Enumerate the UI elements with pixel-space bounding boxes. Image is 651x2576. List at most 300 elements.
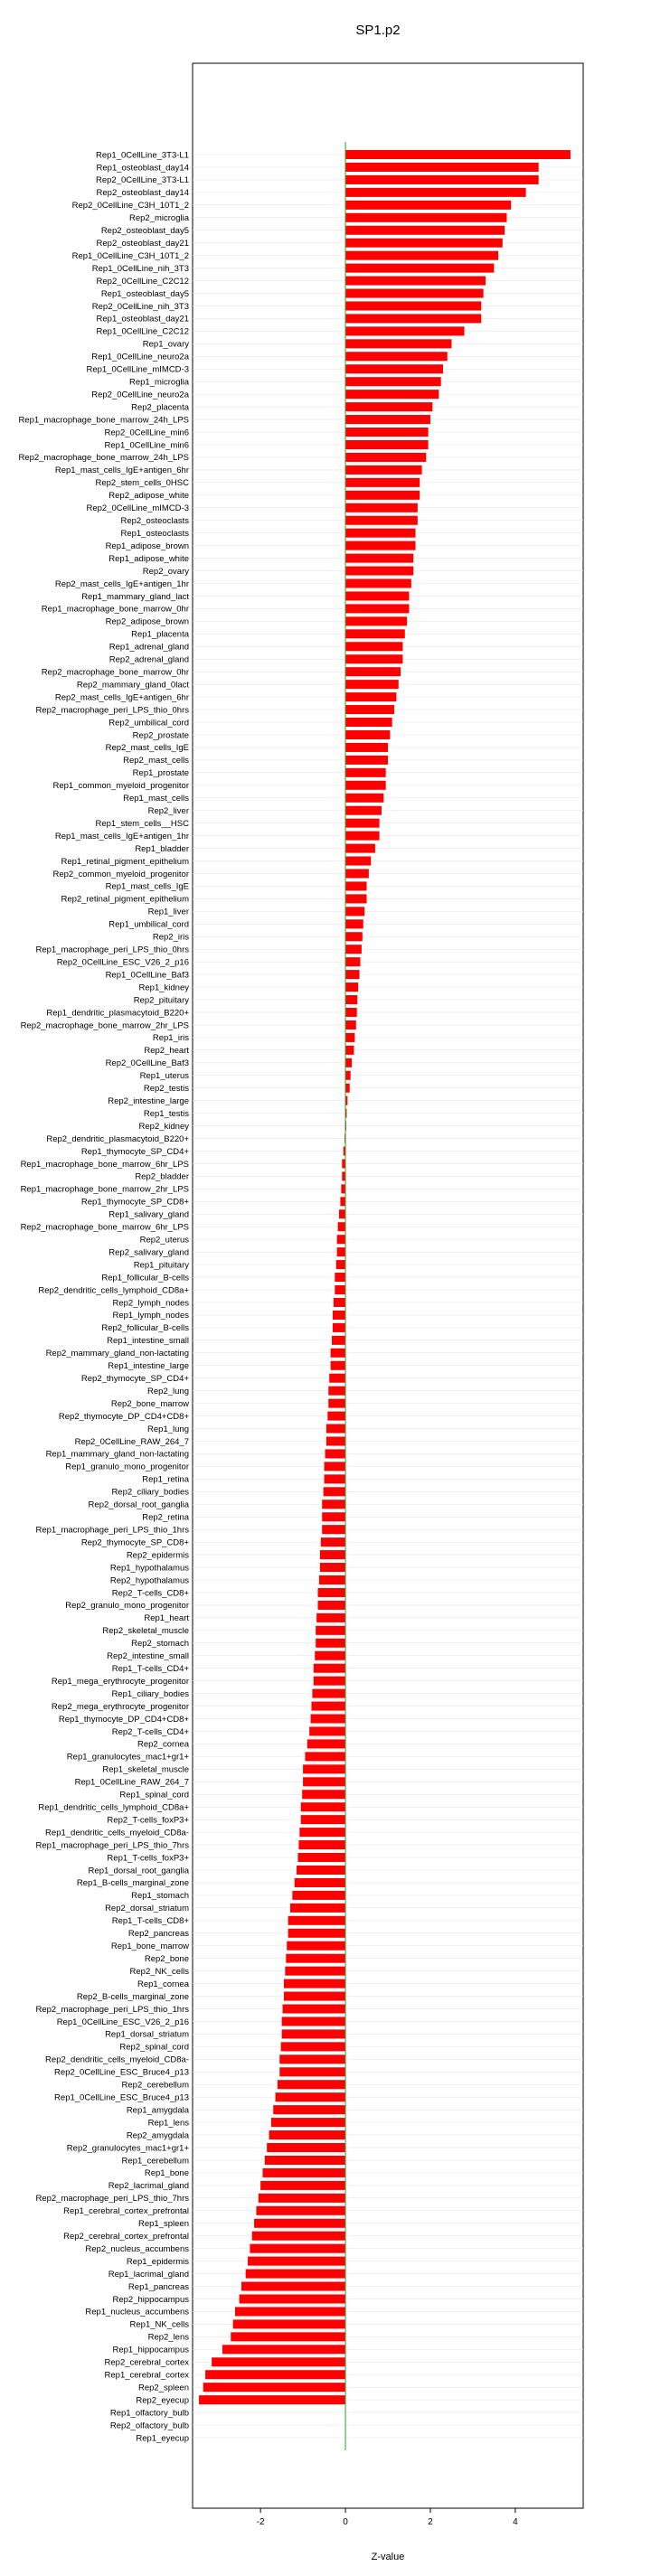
bar xyxy=(345,832,380,841)
bar xyxy=(334,1298,345,1307)
category-label: Rep2_retinal_pigment_epithelium xyxy=(61,894,189,905)
bar xyxy=(345,616,407,625)
category-label: Rep2_thymocyte_DP_CD4+CD8+ xyxy=(58,1411,189,1422)
bar xyxy=(281,2042,345,2051)
category-label: Rep2_osteoblast_day5 xyxy=(100,226,189,237)
bar xyxy=(260,2181,345,2190)
category-label: Rep1_retina xyxy=(142,1474,189,1485)
bar xyxy=(331,1361,345,1370)
category-label: Rep2_heart xyxy=(144,1046,189,1057)
bar xyxy=(279,2067,345,2076)
category-label: Rep1_mast_cells_IgE+antigen_6hr xyxy=(54,465,189,476)
bar xyxy=(318,1601,346,1610)
bar xyxy=(345,567,413,576)
bar xyxy=(331,1349,345,1358)
category-label: Rep2_B-cells_marginal_zone xyxy=(76,1991,189,2002)
bar xyxy=(284,1979,345,1988)
category-label: Rep2_macrophage_peri_LPS_thio_1hrs xyxy=(35,2004,189,2015)
category-label: Rep2_adrenal_gland xyxy=(108,654,189,665)
bar xyxy=(337,1247,345,1256)
bar xyxy=(314,1677,345,1686)
bar xyxy=(345,806,382,815)
category-label: Rep1_0CellLine_3T3-L1 xyxy=(96,150,189,161)
bar xyxy=(314,1664,345,1673)
category-label: Rep2_cerebral_cortex_prefrontal xyxy=(63,2232,189,2242)
category-label: Rep1_mammary_gland_non-lactating xyxy=(45,1449,189,1460)
category-label: Rep1_eyecup xyxy=(136,2433,189,2444)
category-label: Rep1_lung xyxy=(147,1424,189,1434)
category-label: Rep2_nucleus_accumbens xyxy=(85,2243,189,2254)
bar xyxy=(345,440,429,449)
bar xyxy=(322,1525,345,1534)
bar xyxy=(252,2232,345,2241)
category-label: Rep2_mast_cells xyxy=(123,756,189,766)
category-label: Rep1_spinal_cord xyxy=(119,1790,189,1800)
bar xyxy=(241,2282,345,2291)
category-label: Rep1_osteoblast_day21 xyxy=(96,314,189,324)
category-label: Rep1_adrenal_gland xyxy=(108,642,189,653)
category-label: Rep1_0CellLine_ESC_V26_2_p16 xyxy=(56,2017,189,2027)
category-label: Rep1_granulo_mono_progenitor xyxy=(65,1462,189,1472)
category-label: Rep1_thymocyte_SP_CD4+ xyxy=(80,1146,189,1157)
bar xyxy=(345,301,481,310)
category-label: Rep1_NK_cells xyxy=(129,2319,189,2330)
bar xyxy=(311,1714,346,1723)
category-label: Rep1_nucleus_accumbens xyxy=(85,2307,189,2317)
bar xyxy=(301,1802,345,1811)
category-label: Rep1_macrophage_bone_marrow_2hr_LPS xyxy=(20,1184,189,1195)
bar xyxy=(345,1046,354,1055)
category-label: Rep2_T-cells_CD8+ xyxy=(111,1588,189,1599)
bar xyxy=(345,1020,356,1029)
category-label: Rep2_0CellLine_C3H_10T1_2 xyxy=(71,201,189,212)
bar xyxy=(345,970,359,979)
bar xyxy=(345,390,439,399)
bar xyxy=(287,1941,345,1951)
bar xyxy=(345,894,366,903)
bar xyxy=(322,1500,345,1509)
category-label: Rep2_bone xyxy=(144,1953,189,1964)
category-label: Rep2_mast_cells_IgE+antigen_6hr xyxy=(54,692,189,703)
bar xyxy=(345,705,394,714)
bar xyxy=(345,667,401,676)
bar xyxy=(212,2357,345,2366)
category-label: Rep1_cerebellum xyxy=(121,2156,189,2167)
bar xyxy=(345,326,464,335)
category-label: Rep1_osteoblast_day5 xyxy=(100,288,189,299)
category-label: Rep2_lens xyxy=(147,2332,189,2343)
category-label: Rep1_mega_erythrocyte_progenitor xyxy=(51,1676,189,1687)
bar xyxy=(345,541,415,550)
bar xyxy=(284,1992,345,2001)
category-label: Rep1_uterus xyxy=(139,1071,189,1082)
bar xyxy=(345,226,505,235)
category-label: Rep2_lacrimal_gland xyxy=(108,2181,189,2192)
bar xyxy=(345,907,364,916)
category-label: Rep2_spleen xyxy=(138,2383,189,2393)
category-label: Rep1_adipose_white xyxy=(108,553,189,564)
category-label: Rep2_olfactory_bulb xyxy=(109,2421,189,2431)
category-label: Rep1_testis xyxy=(143,1108,189,1119)
bar xyxy=(267,2143,345,2152)
category-label: Rep2_spinal_cord xyxy=(119,2042,189,2053)
bar xyxy=(285,1967,345,1976)
category-label: Rep2_intestine_large xyxy=(108,1095,189,1106)
category-label: Rep2_dorsal_root_ganglia xyxy=(88,1500,189,1510)
category-label: Rep1_mast_cells_IgE+antigen_1hr xyxy=(54,831,189,841)
category-label: Rep1_skeletal_muscle xyxy=(102,1764,189,1775)
bar xyxy=(345,1071,351,1080)
category-label: Rep2_pituitary xyxy=(133,995,189,1006)
category-label: Rep1_macrophage_bone_marrow_24h_LPS xyxy=(18,415,189,426)
category-label: Rep2_bone_marrow xyxy=(110,1398,189,1409)
category-label: Rep2_lymph_nodes xyxy=(112,1298,189,1309)
category-label: Rep2_T-cells_CD4+ xyxy=(111,1726,189,1737)
category-label: Rep2_0CellLine_RAW_264_7 xyxy=(74,1436,189,1447)
bar xyxy=(318,1588,346,1597)
bar xyxy=(345,1033,354,1042)
bar xyxy=(297,1866,345,1875)
bar xyxy=(345,264,494,273)
category-label: Rep2_hypothalamus xyxy=(109,1575,189,1586)
category-label: Rep1_0CellLine_C2C12 xyxy=(96,326,189,337)
bar xyxy=(279,2054,345,2064)
chart-title: SP1.p2 xyxy=(355,23,401,38)
category-label: Rep1_osteoclasts xyxy=(120,528,189,539)
category-label: Rep1_T-cells_CD4+ xyxy=(111,1663,189,1674)
category-label: Rep2_0CellLine_mIMCD-3 xyxy=(86,503,189,514)
bar xyxy=(345,352,448,361)
category-label: Rep2_prostate xyxy=(132,730,189,741)
category-label: Rep2_bladder xyxy=(135,1171,189,1182)
bar xyxy=(345,503,418,512)
category-label: Rep2_microglia xyxy=(128,213,189,224)
bar xyxy=(345,150,571,159)
category-label: Rep2_thymocyte_SP_CD4+ xyxy=(80,1374,189,1385)
bar xyxy=(345,692,396,701)
bar xyxy=(299,1828,345,1837)
category-label: Rep2_skeletal_muscle xyxy=(102,1626,189,1637)
bar xyxy=(338,1222,345,1231)
category-label: Rep1_follicular_B-cells xyxy=(101,1273,189,1283)
category-label: Rep1_epidermis xyxy=(126,2256,189,2267)
category-label: Rep2_follicular_B-cells xyxy=(101,1323,189,1334)
category-label: Rep1_dorsal_root_ganglia xyxy=(88,1866,189,1876)
bar xyxy=(345,1008,357,1017)
bar xyxy=(345,251,498,260)
bar xyxy=(326,1436,345,1445)
bar xyxy=(328,1399,345,1408)
category-label: Rep1_lymph_nodes xyxy=(112,1311,189,1321)
category-label: Rep1_mast_cells xyxy=(123,794,189,804)
bar xyxy=(345,339,451,348)
x-tick-label: 4 xyxy=(513,2517,518,2527)
category-label: Rep1_intestine_large xyxy=(108,1361,189,1372)
category-label: Rep1_B-cells_marginal_zone xyxy=(76,1878,189,1889)
category-label: Rep2_dendritic_cells_lymphoid_CD8a+ xyxy=(38,1285,189,1296)
bar xyxy=(335,1273,345,1282)
category-label: Rep1_hypothalamus xyxy=(109,1563,189,1574)
bar xyxy=(345,743,388,752)
category-label: Rep1_liver xyxy=(147,907,189,917)
category-label: Rep1_olfactory_bulb xyxy=(109,2408,189,2419)
category-label: Rep2_dendritic_cells_myeloid_CD8a- xyxy=(45,2054,189,2065)
category-label: Rep1_0CellLine_RAW_264_7 xyxy=(74,1777,189,1788)
bar xyxy=(259,2194,345,2203)
category-label: Rep2_retina xyxy=(142,1512,189,1523)
category-label: Rep2_adipose_brown xyxy=(105,616,189,627)
bar xyxy=(345,239,503,248)
bar xyxy=(322,1512,345,1521)
category-label: Rep2_0CellLine_ESC_Bruce4_p13 xyxy=(54,2067,189,2078)
category-label: Rep1_cerebral_cortex_prefrontal xyxy=(63,2206,189,2217)
bar xyxy=(288,1916,345,1925)
bar xyxy=(316,1626,345,1635)
bar xyxy=(340,1197,345,1206)
category-label: Rep2_T-cells_foxP3+ xyxy=(107,1815,189,1826)
category-label: Rep2_liver xyxy=(147,806,189,817)
bar xyxy=(345,756,388,765)
category-label: Rep2_mammary_gland_non-lactating xyxy=(45,1349,189,1359)
bar xyxy=(240,2294,345,2303)
category-label: Rep1_salivary_gland xyxy=(108,1209,189,1220)
bar xyxy=(326,1449,346,1458)
bar xyxy=(325,1474,345,1483)
bar xyxy=(222,2345,345,2354)
bar xyxy=(248,2257,345,2266)
category-label: Rep1_macrophage_peri_LPS_thio_1hrs xyxy=(35,1525,189,1536)
bar xyxy=(307,1739,345,1748)
category-label: Rep1_macrophage_bone_marrow_6hr_LPS xyxy=(20,1159,189,1170)
bar xyxy=(345,730,390,739)
bar xyxy=(345,604,409,613)
bar xyxy=(273,2105,345,2114)
category-label: Rep1_0CellLine_C3H_10T1_2 xyxy=(71,250,189,261)
category-label: Rep1_macrophage_peri_LPS_thio_0hrs xyxy=(35,945,189,955)
bar xyxy=(316,1639,345,1648)
category-label: Rep2_macrophage_bone_marrow_0hr xyxy=(41,667,189,678)
category-label: Rep2_stomach xyxy=(131,1639,189,1650)
bar xyxy=(345,163,539,172)
bar xyxy=(254,2219,345,2228)
bar xyxy=(324,1487,345,1496)
category-label: Rep2_0CellLine_C2C12 xyxy=(96,276,189,287)
category-label: Rep2_thymocyte_SP_CD8+ xyxy=(80,1537,189,1548)
bar xyxy=(345,995,357,1004)
category-label: Rep1_bone_marrow xyxy=(110,1941,189,1952)
x-axis xyxy=(257,2508,518,2527)
category-label: Rep1_common_myeloid_progenitor xyxy=(52,781,189,792)
bar xyxy=(345,629,405,638)
bar xyxy=(290,1904,345,1913)
category-label: Rep1_hippocampus xyxy=(112,2345,189,2355)
bar xyxy=(269,2130,346,2139)
bar xyxy=(345,957,360,966)
category-label: Rep2_salivary_gland xyxy=(108,1247,189,1258)
category-label: Rep2_macrophage_peri_LPS_thio_7hrs xyxy=(35,2194,189,2205)
category-label: Rep1_0CellLine_ESC_Bruce4_p13 xyxy=(54,2092,189,2103)
category-label: Rep1_mast_cells_IgE xyxy=(105,881,189,892)
bar xyxy=(319,1575,345,1584)
category-label: Rep1_adipose_brown xyxy=(105,541,189,551)
bar xyxy=(345,402,432,411)
category-label: Rep2_mammary_gland_0lact xyxy=(76,680,189,691)
bar xyxy=(345,529,415,538)
bar xyxy=(316,1613,345,1622)
category-label: Rep1_iris xyxy=(152,1033,189,1044)
bar xyxy=(345,314,481,323)
category-label: Rep1_amygdala xyxy=(126,2105,189,2116)
bar xyxy=(301,1815,345,1824)
category-label: Rep2_granulo_mono_progenitor xyxy=(65,1601,189,1612)
category-label: Rep1_dendritic_cells_lymphoid_CD8a+ xyxy=(38,1802,189,1813)
x-tick-label: 0 xyxy=(343,2517,348,2527)
bar xyxy=(311,1702,345,1711)
bar xyxy=(325,1462,345,1471)
bar xyxy=(345,491,420,500)
category-label: Rep1_prostate xyxy=(132,768,189,779)
bar xyxy=(345,718,392,727)
category-label: Rep2_adipose_white xyxy=(108,491,189,502)
bar xyxy=(345,819,380,828)
category-label: Rep1_lacrimal_gland xyxy=(108,2269,189,2280)
bar xyxy=(329,1374,345,1383)
category-label: Rep1_0CellLine_mIMCD-3 xyxy=(86,364,189,375)
category-label: Rep2_0CellLine_min6 xyxy=(104,428,189,438)
x-axis-label: Z-value xyxy=(371,2552,405,2562)
bar xyxy=(333,1311,345,1320)
bar xyxy=(265,2156,345,2165)
bar xyxy=(345,794,383,803)
bar xyxy=(345,213,506,222)
category-label: Rep2_lung xyxy=(147,1386,189,1396)
category-label: Rep1_thymocyte_DP_CD4+CD8+ xyxy=(58,1714,189,1725)
category-label: Rep2_macrophage_peri_LPS_thio_0hrs xyxy=(35,705,189,716)
bar xyxy=(337,1235,345,1244)
category-label: Rep2_testis xyxy=(143,1084,189,1095)
bar xyxy=(235,2307,345,2316)
category-label: Rep2_uterus xyxy=(139,1235,189,1246)
category-label: Rep1_granulocytes_mac1+gr1+ xyxy=(66,1752,189,1763)
bar xyxy=(250,2244,345,2253)
category-label: Rep1_T-cells_foxP3+ xyxy=(107,1853,189,1864)
category-label: Rep2_stem_cells_0HSC xyxy=(95,478,189,489)
category-label: Rep1_cerebral_cortex xyxy=(104,2370,189,2381)
category-label: Rep1_pancreas xyxy=(127,2281,189,2292)
x-tick-label: 2 xyxy=(428,2517,433,2527)
bar xyxy=(333,1323,345,1332)
category-label: Rep2_mast_cells_IgE xyxy=(105,743,189,754)
category-label: Rep2_osteoclasts xyxy=(120,516,189,527)
category-label: Rep1_retinal_pigment_epithelium xyxy=(61,856,189,867)
category-label: Rep1_heart xyxy=(144,1613,189,1624)
bar xyxy=(303,1764,345,1773)
category-label: Rep1_pituitary xyxy=(133,1260,189,1271)
bar xyxy=(345,1058,352,1067)
x-tick-label: -2 xyxy=(256,2517,265,2527)
category-label: Rep2_macrophage_bone_marrow_2hr_LPS xyxy=(20,1020,189,1031)
category-label: Rep2_iris xyxy=(152,932,189,943)
category-label: Rep1_ciliary_bodies xyxy=(111,1688,189,1699)
bar xyxy=(262,2168,345,2177)
category-label: Rep2_0CellLine_Baf3 xyxy=(105,1058,189,1069)
bar xyxy=(336,1260,345,1269)
category-label: Rep1_bladder xyxy=(135,843,189,854)
bar xyxy=(246,2270,345,2279)
bar xyxy=(345,578,411,588)
bar xyxy=(342,1171,345,1180)
bar xyxy=(345,857,371,866)
bar xyxy=(345,680,399,689)
bar xyxy=(345,654,402,663)
category-label: Rep1_osteoblast_day14 xyxy=(96,163,189,174)
category-label: Rep1_stem_cells__HSC xyxy=(95,818,189,829)
category-label: Rep1_bone xyxy=(144,2168,189,2179)
bar xyxy=(328,1387,345,1396)
category-label: Rep2_osteoblast_day21 xyxy=(96,238,189,249)
bar xyxy=(345,881,366,890)
category-label: Rep2_ciliary_bodies xyxy=(111,1487,189,1498)
bar xyxy=(231,2332,345,2341)
bar xyxy=(345,869,369,878)
category-label: Rep2_amygdala xyxy=(126,2130,189,2141)
bar xyxy=(295,1878,345,1887)
category-label: Rep1_kidney xyxy=(138,982,189,993)
category-label: Rep2_umbilical_cord xyxy=(108,718,189,729)
category-label: Rep2_intestine_small xyxy=(107,1651,189,1662)
category-label: Rep2_macrophage_bone_marrow_6hr_LPS xyxy=(20,1222,189,1233)
bar xyxy=(302,1790,345,1799)
bar xyxy=(303,1777,345,1786)
bar xyxy=(345,982,358,992)
bar xyxy=(345,377,441,386)
category-label: Rep1_0CellLine_nih_3T3 xyxy=(91,263,189,274)
category-label: Rep1_placenta xyxy=(131,629,189,640)
bar xyxy=(320,1563,345,1572)
bar xyxy=(276,2092,345,2101)
bar xyxy=(345,364,443,373)
bar xyxy=(339,1209,345,1218)
category-label: Rep1_stomach xyxy=(131,1891,189,1902)
bar xyxy=(345,945,362,954)
bar xyxy=(345,175,539,184)
category-label: Rep2_cerebellum xyxy=(121,2080,189,2091)
bar xyxy=(282,2029,345,2038)
category-label: Rep2_mast_cells_IgE+antigen_1hr xyxy=(54,578,189,589)
bar xyxy=(233,2319,345,2328)
bar xyxy=(345,415,430,424)
category-label: Rep1_thymocyte_SP_CD8+ xyxy=(80,1197,189,1208)
category-label: Rep1_microglia xyxy=(128,377,189,388)
bar xyxy=(278,2080,345,2089)
bar xyxy=(286,1954,345,1963)
category-label: Rep1_lens xyxy=(147,2118,189,2129)
bar xyxy=(298,1840,345,1849)
bar xyxy=(345,919,363,928)
category-label: Rep2_0CellLine_3T3-L1 xyxy=(96,175,189,186)
bar xyxy=(315,1651,345,1660)
bar xyxy=(345,453,426,462)
bar xyxy=(309,1726,345,1735)
bar xyxy=(345,781,386,790)
category-label: Rep2_0CellLine_ESC_V26_2_p16 xyxy=(56,957,189,968)
bar xyxy=(297,1853,345,1862)
bar xyxy=(345,554,413,563)
bar xyxy=(345,516,418,525)
bar xyxy=(288,1929,345,1938)
bar xyxy=(271,2118,345,2127)
category-label: Rep2_0CellLine_nih_3T3 xyxy=(91,301,189,312)
